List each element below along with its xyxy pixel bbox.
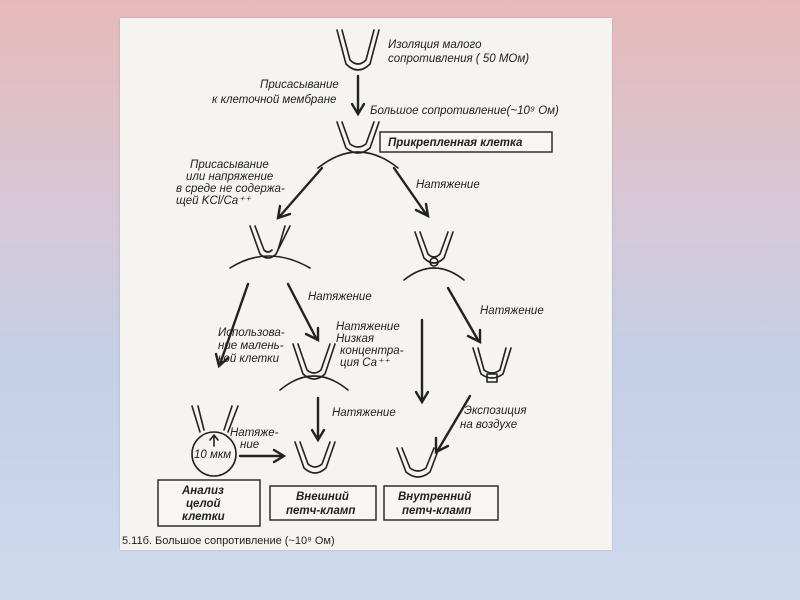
label-whole-cell-3: клетки (182, 511, 225, 523)
label-inside-out-2: петч-кламп (402, 505, 472, 517)
label-whole-cell-1: Анализ (182, 485, 224, 497)
label-tension-low-ca-1: Натяжение (336, 321, 400, 333)
label-high-resistance: Большое сопротивление(~10⁹ Ом) (370, 105, 559, 117)
scanned-page (120, 18, 612, 550)
label-size: 10 мкм (194, 449, 232, 461)
label-suction-left-2: или напряжение (186, 171, 274, 183)
pipette-whole-cell (192, 406, 238, 476)
pipette-top (337, 30, 379, 70)
figure-caption: 5.11б. Большое сопротивление (~10⁹ Ом) (122, 535, 335, 547)
label-small-cell-2: ние малень- (218, 340, 284, 352)
label-outside-out-1: Внешний (296, 491, 349, 503)
label-suction-left-1: Присасывание (190, 159, 269, 171)
pipette-right-lower (473, 348, 511, 382)
pipette-left-mid (230, 226, 310, 268)
pipette-center (280, 344, 348, 390)
arrow-right-2 (394, 168, 428, 216)
label-tension-right: Натяжение (416, 179, 480, 191)
arrow-right-3a (416, 320, 428, 402)
label-whole-cell-2: целой (186, 498, 221, 510)
label-tension-low-ca-2: Низкая (336, 333, 375, 345)
arrow-right-small (240, 450, 284, 462)
arrow-right-3b (448, 288, 480, 342)
label-small-cell-3: кой клетки (218, 353, 280, 365)
label-tension-far-right: Натяжение (480, 305, 544, 317)
label-tension-small-2: ние (240, 439, 260, 451)
label-air-2: на воздухе (460, 419, 518, 431)
label-suction-left-4: щей KCl/Ca⁺⁺ (176, 195, 251, 207)
pipette-right-mid (404, 232, 464, 280)
label-tension-mid: Натяжение (308, 291, 372, 303)
label-outside-out-2: петч-кламп (286, 505, 356, 517)
arrow-down-center (312, 398, 324, 440)
label-suction-line2: к клеточной мембране (212, 94, 337, 106)
label-cell-attached: Прикрепленная клетка (388, 137, 523, 149)
label-air-1: Экспозиция (464, 405, 527, 417)
label-isolation-line1: Изоляция малого (388, 39, 482, 51)
label-tension-lower: Натяжение (332, 407, 396, 419)
pipette-outside-out (295, 442, 335, 473)
label-suction-line1: Присасывание (260, 79, 339, 91)
label-tension-low-ca-3: концентра- (340, 345, 404, 357)
label-tension-low-ca-4: ция Ca⁺⁺ (340, 357, 390, 369)
pipette-inside-out (397, 448, 439, 477)
arrow-down-1 (352, 76, 364, 114)
label-suction-left-3: в среде не содержа- (176, 183, 285, 195)
label-tension-small-1: Натяже- (230, 427, 279, 439)
label-small-cell-1: Использова- (218, 327, 285, 339)
label-inside-out-1: Внутренний (398, 491, 472, 503)
label-isolation-line2: сопротивления ( 50 МОм) (388, 53, 530, 65)
patch-clamp-diagram (120, 18, 612, 550)
